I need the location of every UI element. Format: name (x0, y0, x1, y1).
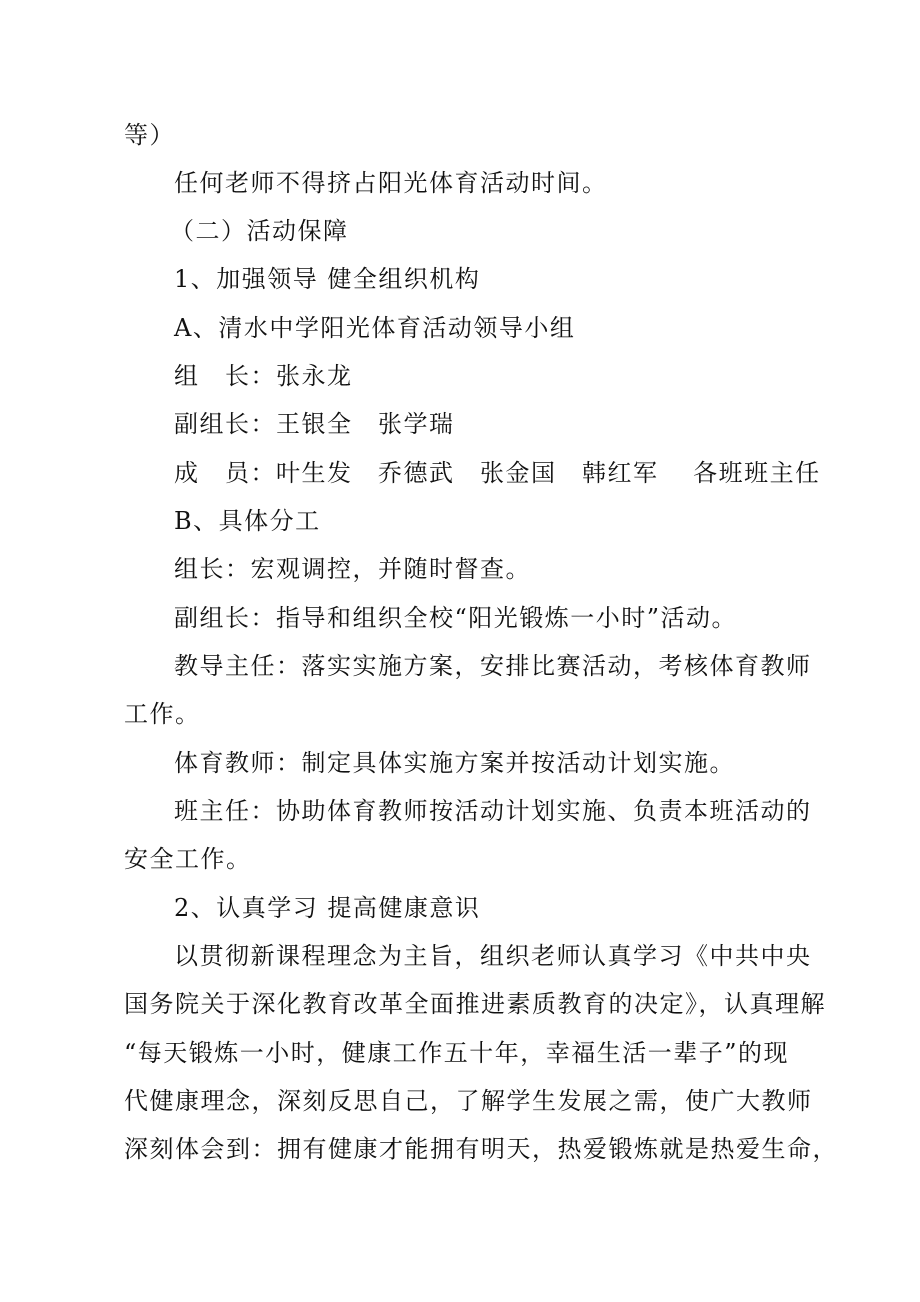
text-line: 安全工作。 (124, 845, 252, 873)
text-line: 教导主任：落实实施方案，安排比赛活动，考核体育教师 (174, 652, 812, 680)
text-line: 任何老师不得挤占阳光体育活动时间。 (174, 169, 608, 197)
section-heading: （二）活动保障 (170, 217, 349, 245)
text-line: 副组长：王银全 张学瑞 (174, 410, 455, 438)
subsection-heading: 1、加强领导 健全组织机构 (174, 265, 481, 293)
text-line: 等） (124, 121, 175, 149)
text-line: “每天锻炼一小时，健康工作五十年，幸福生活一辈子”的现 (124, 1039, 790, 1067)
text-line: 以贯彻新课程理念为主旨，组织老师认真学习《中共中央 (174, 942, 812, 970)
text-line: B、具体分工 (174, 507, 321, 535)
text-line: 体育教师：制定具体实施方案并按活动计划实施。 (174, 749, 735, 777)
text-line: 国务院关于深化教育改革全面推进素质教育的决定》，认真理解 (124, 990, 826, 1018)
subsection-heading: 2、认真学习 提高健康意识 (174, 894, 481, 922)
text-line: 代健康理念，深刻反思自己，了解学生发展之需，使广大教师 (124, 1087, 813, 1115)
text-line: 组 长：张永龙 (174, 362, 353, 390)
text-line: A、清水中学阳光体育活动领导小组 (174, 314, 576, 342)
text-line: 深刻体会到：拥有健康才能拥有明天，热爱锻炼就是热爱生命， (124, 1135, 838, 1163)
text-line: 成 员：叶生发 乔德武 张金国 韩红军 各班班主任 (174, 459, 821, 487)
text-line: 工作。 (124, 700, 201, 728)
text-line: 副组长：指导和组织全校“阳光锻炼一小时”活动。 (174, 604, 738, 632)
text-line: 组长：宏观调控，并随时督查。 (174, 555, 531, 583)
text-line: 班主任：协助体育教师按活动计划实施、负责本班活动的 (174, 797, 812, 825)
